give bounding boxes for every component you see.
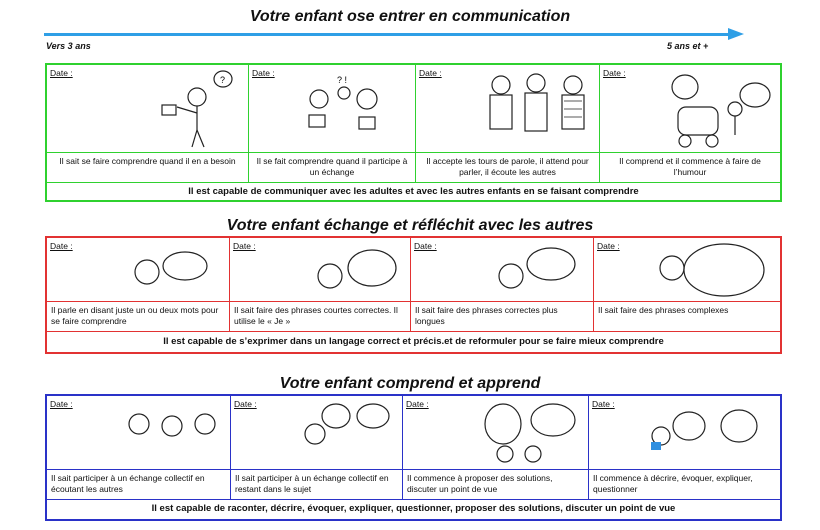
date-label: Date : <box>50 399 73 409</box>
date-label: Date : <box>50 241 73 251</box>
section-2-cell-4-image <box>594 238 777 301</box>
section-1-cell-2-image <box>249 65 416 152</box>
section-3-cell-1-image <box>47 396 231 469</box>
children-talking-drawing <box>249 65 416 152</box>
section-1-cell-1-text: Il sait se faire comprendre quand il en a besoin <box>47 153 249 182</box>
section-3-summary: Il est capable de raconter, décrire, évoquer, expliquer, questionner, proposer des solutions, discuter un point de vue <box>151 503 676 514</box>
axis-start-label: Vers 3 ans <box>46 41 91 51</box>
date-label: Date : <box>597 241 620 251</box>
section-1-panel <box>45 63 782 202</box>
child-speech-bubble-drawing <box>594 238 777 301</box>
date-label: Date : <box>252 68 275 78</box>
child-speech-bubble-drawing <box>47 238 230 301</box>
children-describing-drawing <box>589 396 772 469</box>
section-1-cell-3-image <box>416 65 600 152</box>
section-2-summary: Il est capable de s’exprimer dans un langage correct et précis.et de reformuler pour se faire mieux comprendre <box>163 335 664 347</box>
section-2-cell-1-text: Il parle en disant juste un ou deux mots pour se faire comprendre <box>47 302 230 331</box>
child-speech-bubble-drawing <box>411 238 594 301</box>
children-proposing-drawing <box>403 396 589 469</box>
section-3-cell-2-text: Il sait participer à un échange collectif en restant dans le sujet <box>231 470 403 499</box>
section-3-cell-4-text: Il commence à décrire, évoquer, expliquer, questionner <box>593 473 753 494</box>
date-label: Date : <box>233 241 256 251</box>
date-label: Date : <box>592 399 615 409</box>
section-2-cell-2-text: Il sait faire des phrases courtes correctes. Il utilise le « Je » <box>230 302 411 331</box>
section-1-cell-2-text: Il se fait comprendre quand il participe à un échange <box>249 153 416 182</box>
svg-text:? !: ? ! <box>337 75 348 85</box>
section-1-cell-4-text: Il comprend et il commence à faire de l’humour <box>619 156 761 177</box>
section-3-cell-3-image <box>403 396 589 469</box>
section-3-cell-1-text: Il sait participer à un échange collectif en écoutant les autres <box>47 470 231 499</box>
section-3-cell-3-text: Il commence à proposer des solutions, discuter un point de vue <box>403 470 589 499</box>
children-discussion-drawing <box>231 396 403 469</box>
date-label: Date : <box>414 241 437 251</box>
date-label: Date : <box>50 68 73 78</box>
date-label: Date : <box>419 68 442 78</box>
section-1-title: Votre enfant ose entrer en communication <box>249 8 571 25</box>
arrow-head-icon <box>728 28 744 40</box>
section-1-cell-1-image <box>47 65 249 152</box>
child-speech-bubble-drawing <box>230 238 411 301</box>
section-2-cell-2-image <box>230 238 411 301</box>
section-3-cell-4-image <box>589 396 772 469</box>
three-children-drawing <box>416 65 600 152</box>
section-2-cell-1-image <box>47 238 230 301</box>
section-2-panel <box>45 236 782 354</box>
age-timeline-arrow <box>44 33 732 36</box>
svg-text:?: ? <box>220 75 226 85</box>
baby-stroller-joke-drawing <box>600 65 780 152</box>
section-2-cell-3-text: Il sait faire des phrases correctes plus longues <box>411 302 594 331</box>
date-label: Date : <box>603 68 626 78</box>
date-label: Date : <box>234 399 257 409</box>
section-3-panel <box>45 394 782 521</box>
date-label: Date : <box>406 399 429 409</box>
section-2-cell-4-text: Il sait faire des phrases complexes <box>598 305 729 315</box>
section-1-cell-3-text: Il accepte les tours de parole, il attend pour parler, il écoute les autres <box>416 153 600 182</box>
section-2-title: Votre enfant échange et réfléchit avec les autres <box>226 217 594 234</box>
section-3-title: Votre enfant comprend et apprend <box>279 375 541 392</box>
section-1-summary: Il est capable de communiquer avec les adultes et avec les autres enfants en se faisant comprendre <box>188 186 639 197</box>
section-2-cell-3-image <box>411 238 594 301</box>
axis-end-label: 5 ans et + <box>667 41 709 51</box>
children-group-drawing <box>47 396 231 469</box>
child-pointing-drawing <box>47 65 249 152</box>
section-1-cell-4-image <box>600 65 780 152</box>
section-3-cell-2-image <box>231 396 403 469</box>
